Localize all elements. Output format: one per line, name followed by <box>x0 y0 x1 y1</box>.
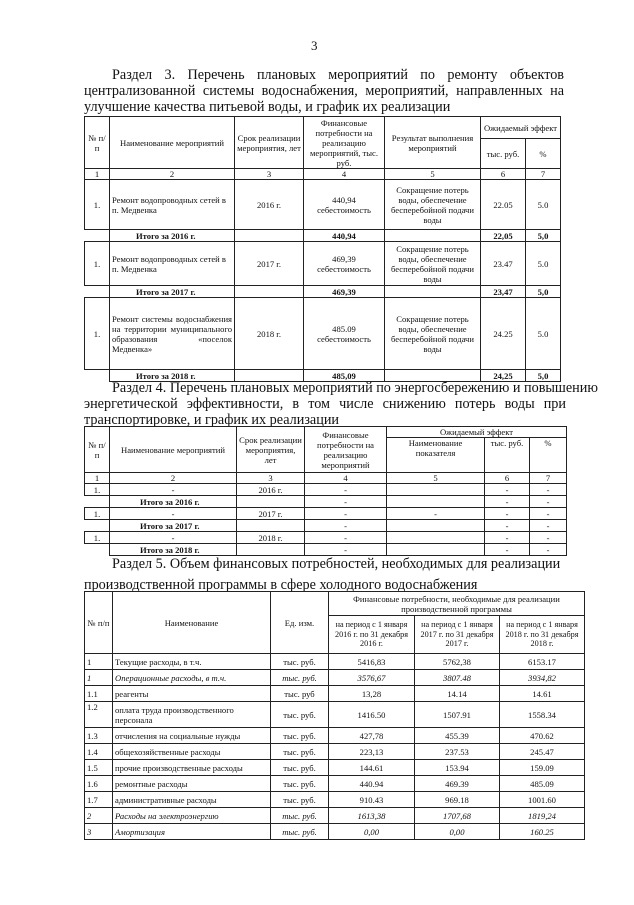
s5-header-num: № п/п <box>85 592 113 654</box>
row-num: 1. <box>85 532 110 544</box>
s4-col-number: 6 <box>485 473 530 484</box>
row-thous: - <box>485 484 530 496</box>
finance-value: 469,39 <box>332 253 356 264</box>
s3-header-num: № п/п <box>85 117 110 169</box>
row-unit: тыс. руб. <box>271 728 329 744</box>
total-thous: - <box>485 544 530 556</box>
total-label: Итого за 2016 г. <box>110 230 235 242</box>
row-num: 1. <box>85 242 110 286</box>
row-unit: тыс. руб. <box>271 702 329 728</box>
row-pct: - <box>530 532 567 544</box>
table-row <box>85 702 585 728</box>
row-num: 1 <box>85 654 113 670</box>
table-row <box>85 298 561 370</box>
page-number: 3 <box>311 38 318 53</box>
row-pct: 5.0 <box>526 298 561 370</box>
row-unit: тыс. руб. <box>271 792 329 808</box>
row-value-2016: 3576,67 <box>329 670 415 686</box>
total-finance: 485,09 <box>304 370 385 382</box>
row-finance: - <box>305 484 387 496</box>
row-value-2016: 0,00 <box>329 824 415 840</box>
row-num: 1. <box>85 484 110 496</box>
row-value-2016: 223,13 <box>329 744 415 760</box>
section5-title <box>84 554 572 596</box>
table-row <box>85 728 585 744</box>
total-pct: - <box>530 544 567 556</box>
total-finance: - <box>305 496 387 508</box>
row-name: Ремонт системы водоснабжения на территории муниципального образования «поселок Медвенка» <box>110 298 235 370</box>
row-value-2016: 1416.50 <box>329 702 415 728</box>
total-label: Итого за 2018 г. <box>110 370 235 382</box>
s3-header-finance: Финансовые потребности на реализацию мероприятий, тыс. руб. <box>304 117 385 169</box>
row-name: Ремонт водопроводных сетей в п. Медвенка <box>110 242 235 286</box>
row-year: 2017 г. <box>237 508 305 520</box>
s4-col-number: 7 <box>530 473 567 484</box>
table-row <box>85 180 561 230</box>
s5-header-name: Наименование <box>113 592 271 654</box>
row-indicator <box>387 484 485 496</box>
row-value-2018: 160.25 <box>500 824 585 840</box>
table-row <box>85 508 567 520</box>
total-row <box>85 496 567 508</box>
total-finance: - <box>305 544 387 556</box>
s3-header-effect: Ожидаемый эффект <box>481 117 561 139</box>
row-value-2018: 3934,82 <box>500 670 585 686</box>
row-finance <box>304 180 385 230</box>
section4-title-line: Раздел 4. Перечень плановых мероприятий по энергосбережению и повышению <box>112 380 598 396</box>
row-num: 1.3 <box>85 728 113 744</box>
finance-note: себестоимость <box>317 333 371 344</box>
total-pct: - <box>530 520 567 532</box>
section3-title-line: централизованной системы водоснабжения, мероприятий, направленных на <box>84 83 564 99</box>
s3-col-number: 5 <box>385 169 481 180</box>
row-unit: тыс. руб. <box>271 744 329 760</box>
total-pct: - <box>530 496 567 508</box>
row-thous: 22.05 <box>481 180 526 230</box>
row-num: 1.1 <box>85 686 113 702</box>
row-pct: 5.0 <box>526 180 561 230</box>
section3-title-line: улучшение качества питьевой воды, и график их реализации <box>84 99 451 115</box>
row-indicator: - <box>387 508 485 520</box>
row-pct: - <box>530 484 567 496</box>
row-unit: тыс. руб. <box>271 824 329 840</box>
row-name: административные расходы <box>113 792 271 808</box>
table-row <box>85 484 567 496</box>
s4-col-number: 1 <box>85 473 110 484</box>
row-unit: тыс. руб. <box>271 776 329 792</box>
table-row <box>85 686 585 702</box>
row-unit: тыс. руб. <box>271 808 329 824</box>
section5-table <box>84 591 585 840</box>
total-finance: 469,39 <box>304 286 385 298</box>
total-thous: 24,25 <box>481 370 526 382</box>
row-num: 1. <box>85 180 110 230</box>
s3-col-number: 3 <box>235 169 304 180</box>
total-thous: 22,05 <box>481 230 526 242</box>
row-num: 3 <box>85 824 113 840</box>
row-name: отчисления на социальные нужды <box>113 728 271 744</box>
s5-header-period-2016: на период с 1 января 2016 г. по 31 декабря 2016 г. <box>329 616 415 654</box>
row-value-2016: 427,78 <box>329 728 415 744</box>
row-value-2016: 5416,83 <box>329 654 415 670</box>
total-thous: - <box>485 520 530 532</box>
row-value-2017: 5762,38 <box>415 654 500 670</box>
row-value-2018: 159.09 <box>500 760 585 776</box>
total-thous: - <box>485 496 530 508</box>
s3-header-name: Наименование мероприятий <box>110 117 235 169</box>
total-label: Итого за 2016 г. <box>110 496 237 508</box>
total-row <box>85 520 567 532</box>
row-indicator <box>387 532 485 544</box>
row-year: 2016 г. <box>235 180 304 230</box>
row-name: Текущие расходы, в т.ч. <box>113 654 271 670</box>
row-value-2018: 14.61 <box>500 686 585 702</box>
row-thous: - <box>485 508 530 520</box>
row-unit: тыс. руб <box>271 686 329 702</box>
s4-col-number: 4 <box>305 473 387 484</box>
s3-col-number: 1 <box>85 169 110 180</box>
s3-col-number: 7 <box>526 169 561 180</box>
row-num: 2 <box>85 808 113 824</box>
row-result: Сокращение потерь воды, обеспечение бесперебойной подачи воды <box>385 180 481 230</box>
finance-note: себестоимость <box>317 263 371 274</box>
s4-header-indicator: Наименование показателя <box>387 438 485 473</box>
row-name: общехозяйственные расходы <box>113 744 271 760</box>
s4-col-number: 5 <box>387 473 485 484</box>
row-value-2016: 1613,38 <box>329 808 415 824</box>
row-num: 1.2 <box>85 702 113 728</box>
row-finance: - <box>305 532 387 544</box>
row-result: Сокращение потерь воды, обеспечение бесперебойной подачи воды <box>385 298 481 370</box>
row-name: Амортизация <box>113 824 271 840</box>
section4-title <box>84 380 598 428</box>
s4-header-name: Наименование мероприятий <box>110 427 237 473</box>
row-pct: - <box>530 508 567 520</box>
row-finance: - <box>305 508 387 520</box>
row-value-2017: 455.39 <box>415 728 500 744</box>
s4-header-pct: % <box>530 438 567 473</box>
row-value-2017: 237.53 <box>415 744 500 760</box>
row-num: 1.5 <box>85 760 113 776</box>
row-thous: - <box>485 532 530 544</box>
row-value-2017: 0,00 <box>415 824 500 840</box>
total-row <box>85 230 561 242</box>
total-pct: 5,0 <box>526 370 561 382</box>
row-thous: 24.25 <box>481 298 526 370</box>
row-value-2017: 153.94 <box>415 760 500 776</box>
row-year: 2017 г. <box>235 242 304 286</box>
finance-value: 440,94 <box>332 194 356 205</box>
s5-header-finance: Финансовые потребности, необходимые для реализации производственной программы <box>329 592 585 616</box>
row-value-2018: 1558.34 <box>500 702 585 728</box>
total-pct: 5,0 <box>526 286 561 298</box>
total-label: Итого за 2018 г. <box>110 544 237 556</box>
table-row <box>85 760 585 776</box>
s3-col-number: 2 <box>110 169 235 180</box>
row-value-2018: 470.62 <box>500 728 585 744</box>
row-year: 2018 г. <box>235 298 304 370</box>
row-finance <box>304 298 385 370</box>
row-num: 1 <box>85 670 113 686</box>
total-row <box>85 286 561 298</box>
table-row <box>85 744 585 760</box>
table-row <box>85 654 585 670</box>
row-result: Сокращение потерь воды, обеспечение бесперебойной подачи воды <box>385 242 481 286</box>
section4-title-line: энергетической эффективности, в том числе снижению потерь воды при <box>84 396 566 412</box>
row-num: 1. <box>85 508 110 520</box>
section3-title-line: Раздел 3. Перечень плановых мероприятий по ремонту объектов <box>112 67 564 83</box>
row-year: 2016 г. <box>237 484 305 496</box>
row-finance <box>304 242 385 286</box>
table-row <box>85 776 585 792</box>
row-pct: 5.0 <box>526 242 561 286</box>
s3-header-pct: % <box>526 139 561 169</box>
table-row <box>85 532 567 544</box>
row-value-2016: 910.43 <box>329 792 415 808</box>
row-num: 1.6 <box>85 776 113 792</box>
table-row <box>85 808 585 824</box>
table-row <box>85 824 585 840</box>
row-value-2017: 969.18 <box>415 792 500 808</box>
total-pct: 5,0 <box>526 230 561 242</box>
total-label: Итого за 2017 г. <box>110 286 235 298</box>
row-num: 1.7 <box>85 792 113 808</box>
section5-title-line: производственной программы в сфере холодного водоснабжения <box>84 577 478 593</box>
row-value-2017: 1507.91 <box>415 702 500 728</box>
s4-col-number: 3 <box>237 473 305 484</box>
s3-header-term: Срок реализации мероприятия, лет <box>235 117 304 169</box>
row-name: реагенты <box>113 686 271 702</box>
row-thous: 23.47 <box>481 242 526 286</box>
total-finance: - <box>305 520 387 532</box>
section4-table <box>84 426 567 556</box>
row-value-2018: 245.47 <box>500 744 585 760</box>
s4-header-finance: Финансовые потребности на реализацию мероприятий <box>305 427 387 473</box>
row-num: 1. <box>85 298 110 370</box>
row-value-2018: 1819,24 <box>500 808 585 824</box>
row-value-2016: 13,28 <box>329 686 415 702</box>
row-unit: тыс. руб. <box>271 670 329 686</box>
total-finance: 440,94 <box>304 230 385 242</box>
row-value-2017: 469.39 <box>415 776 500 792</box>
s4-header-thous: тыс. руб. <box>485 438 530 473</box>
table-row <box>85 792 585 808</box>
row-num: 1.4 <box>85 744 113 760</box>
row-value-2017: 1707,68 <box>415 808 500 824</box>
row-year: 2018 г. <box>237 532 305 544</box>
row-name: оплата труда производственного персонала <box>113 702 271 728</box>
s3-col-number: 6 <box>481 169 526 180</box>
section3-table <box>84 116 561 382</box>
s3-header-result: Результат выполнения мероприятий <box>385 117 481 169</box>
row-name: прочие производственные расходы <box>113 760 271 776</box>
row-name: Ремонт водопроводных сетей в п. Медвенка <box>110 180 235 230</box>
row-unit: тыс. руб. <box>271 654 329 670</box>
row-name: - <box>110 532 237 544</box>
table-row <box>85 242 561 286</box>
row-unit: тыс. руб. <box>271 760 329 776</box>
s5-header-period-2018: на период с 1 января 2018 г. по 31 декабря 2018 г. <box>500 616 585 654</box>
s4-col-number: 2 <box>110 473 237 484</box>
section5-title-line: Раздел 5. Объем финансовых потребностей, необходимых для реализации <box>112 556 561 572</box>
section3-title <box>84 67 564 115</box>
s4-header-num: № п/п <box>85 427 110 473</box>
finance-note: себестоимость <box>317 204 371 215</box>
finance-value: 485.09 <box>332 323 356 334</box>
row-value-2018: 485.09 <box>500 776 585 792</box>
row-value-2016: 144.61 <box>329 760 415 776</box>
row-name: Операционные расходы, в т.ч. <box>113 670 271 686</box>
row-value-2017: 14.14 <box>415 686 500 702</box>
row-value-2017: 3807.48 <box>415 670 500 686</box>
table-row <box>85 670 585 686</box>
row-value-2018: 6153.17 <box>500 654 585 670</box>
row-name: - <box>110 508 237 520</box>
s5-header-unit: Ед. изм. <box>271 592 329 654</box>
total-thous: 23,47 <box>481 286 526 298</box>
row-name: - <box>110 484 237 496</box>
row-name: ремонтные расходы <box>113 776 271 792</box>
s5-header-period-2017: на период с 1 января 2017 г. по 31 декабря 2017 г. <box>415 616 500 654</box>
section4-title-line: транспортировке, и график их реализации <box>84 412 340 428</box>
row-name: Расходы на электроэнергию <box>113 808 271 824</box>
s3-col-number: 4 <box>304 169 385 180</box>
row-value-2018: 1001.60 <box>500 792 585 808</box>
s3-header-thous: тыс. руб. <box>481 139 526 169</box>
total-label: Итого за 2017 г. <box>110 520 237 532</box>
s4-header-effect: Ожидаемый эффект <box>387 427 567 438</box>
s4-header-term: Срок реализации мероприятия, лет <box>237 427 305 473</box>
row-value-2016: 440.94 <box>329 776 415 792</box>
